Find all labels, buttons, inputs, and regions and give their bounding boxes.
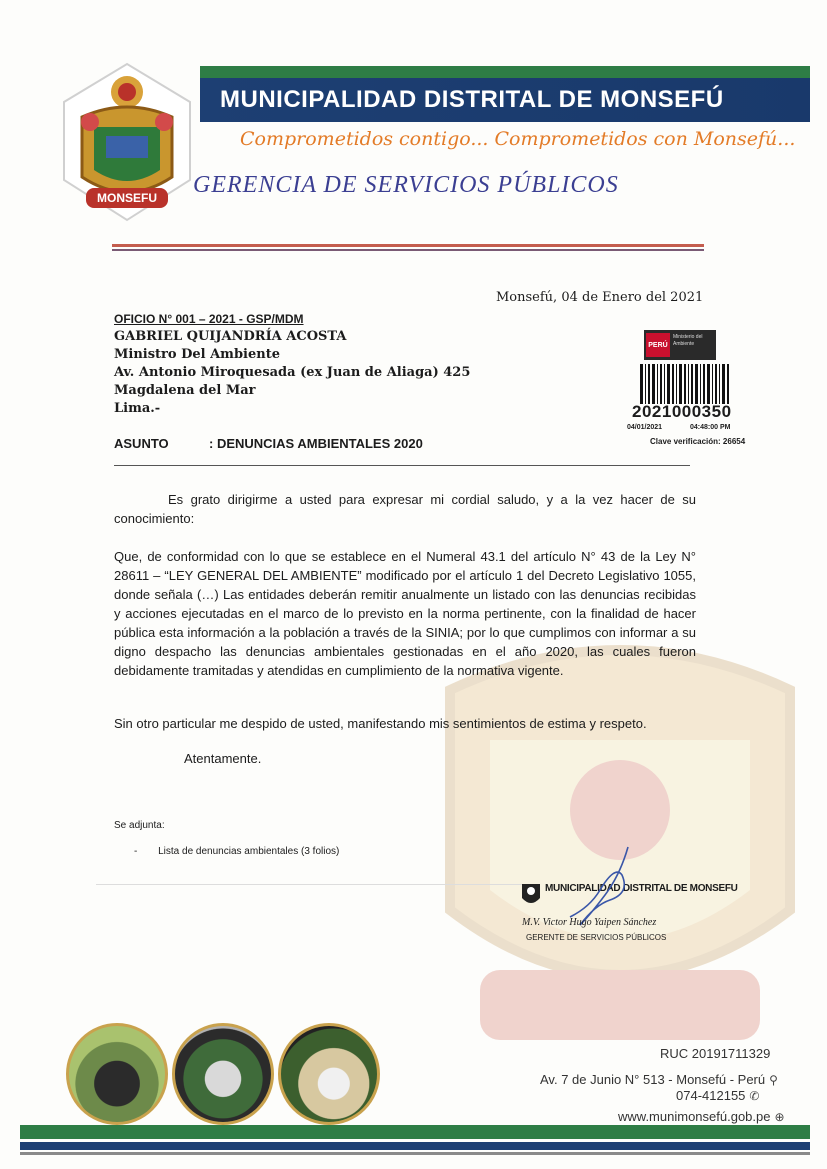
barcode xyxy=(640,364,730,404)
header-divider xyxy=(112,244,704,247)
letter-date: Monsefú, 04 de Enero del 2021 xyxy=(496,290,704,305)
footer-photo-artisans xyxy=(278,1023,380,1125)
recipient-city: Lima.- xyxy=(114,401,161,416)
attachments-label: Se adjunta: xyxy=(114,820,165,831)
footer-phone-text: 074-412155 xyxy=(676,1088,746,1103)
footer-photo-dancers xyxy=(66,1023,168,1125)
recipient-name: GABRIEL QUIJANDRÍA ACOSTA xyxy=(114,329,347,344)
footer-ruc: RUC 20191711329 xyxy=(660,1046,771,1061)
institution-name: MUNICIPALIDAD DISTRITAL DE MONSEFÚ xyxy=(220,86,724,113)
subject-divider xyxy=(114,465,690,466)
signatory-name: M.V. Victor Hugo Yaipen Sánchez xyxy=(522,917,657,928)
stamp-date: 04/01/2021 xyxy=(627,424,663,431)
municipality-logo xyxy=(62,62,192,222)
signature-divider xyxy=(96,884,536,885)
footer-photo-festival xyxy=(172,1023,274,1125)
footer-phone xyxy=(676,1088,759,1103)
footer-address-text: Av. 7 de Junio N° 513 - Monsefú - Perú xyxy=(540,1072,766,1087)
footer-website[interactable] xyxy=(618,1109,785,1124)
signatory-title: GERENTE DE SERVICIOS PÚBLICOS xyxy=(526,933,667,942)
footer-green-band xyxy=(20,1125,810,1139)
slogan: Comprometidos contigo... Comprometidos con Monsefú... xyxy=(240,128,796,150)
ministry-name: Ministerio del Ambiente xyxy=(673,334,703,347)
logo-text: MONSEFU xyxy=(97,191,157,205)
subject-value: : DENUNCIAS AMBIENTALES 2020 xyxy=(209,436,423,451)
crest-icon xyxy=(520,880,542,908)
header-divider-secondary xyxy=(112,249,704,251)
footer-blue-band xyxy=(20,1142,810,1150)
recipient-title: Ministro Del Ambiente xyxy=(114,347,280,362)
recipient-district: Magdalena del Mar xyxy=(114,383,256,398)
footer-gray-line xyxy=(20,1152,810,1155)
attachment-item xyxy=(134,846,339,857)
footer-website-text[interactable]: www.munimonsefú.gob.pe xyxy=(618,1109,771,1124)
closing: Atentamente. xyxy=(184,751,262,766)
verification-key: Clave verificación: 26654 xyxy=(650,437,746,446)
attachment-text: Lista de denuncias ambientales (3 folios) xyxy=(158,846,340,857)
paragraph-main: Que, de conformidad con lo que se establece en el Numeral 43.1 del artículo N° 43 de la Ley N° 28611 – “LEY GENERAL DEL AMBIENTE” modificado por el artículo 1 del Decreto Legislativo 1055, donde señala (…) Las entidades deberán remitir anualmente un listado con las denuncias recibidas y acciones ejecutadas en el marco de lo previsto en la norma pertinente, con la finalidad de hacer pública esta información a la población a través de la SINIA; por lo que cumplimos con informar a su digno despacho las denuncias ambientales gestionadas en el año 2020, las cuales fueron debidamente tramitadas y atendidas en cumplimiento de la normativa vigente. xyxy=(114,549,696,678)
paragraph-farewell: Sin otro particular me despido de usted, manifestando mis sentimientos de estima y respeto. xyxy=(114,716,647,731)
tracking-code: 2021000350 xyxy=(632,402,732,421)
footer-address xyxy=(540,1072,778,1087)
department-name: GERENCIA DE SERVICIOS PÚBLICOS xyxy=(193,172,619,198)
office-reference: OFICIO N° 001 – 2021 - GSP/MDM xyxy=(114,312,304,326)
recipient-block xyxy=(114,310,470,418)
peru-flag-box: PERÚ xyxy=(646,333,670,357)
paragraph-greeting: Es grato dirigirme a usted para expresar mi cordial saludo, y a la vez hacer de su conocimiento: xyxy=(114,492,696,526)
phone-icon: ✆ xyxy=(749,1089,760,1103)
globe-icon: ⊕ xyxy=(774,1110,785,1124)
location-pin-icon: ⚲ xyxy=(769,1073,778,1087)
bullet-dash-icon: - xyxy=(134,846,138,857)
subject-label: ASUNTO xyxy=(114,436,169,451)
header-title-bar xyxy=(200,78,810,122)
recipient-address: Av. Antonio Miroquesada (ex Juan de Aliaga) 425 xyxy=(114,365,471,380)
stamp-time: 04:48:00 PM xyxy=(690,424,731,431)
signature-entity: MUNICIPALIDAD DISTRITAL DE MONSEFU xyxy=(545,883,738,894)
